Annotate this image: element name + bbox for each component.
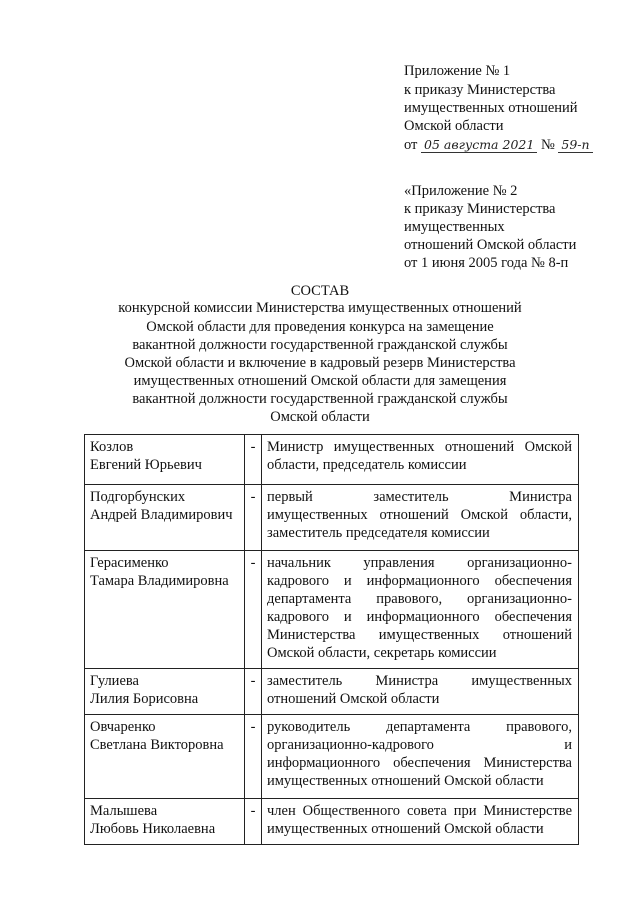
appendix-1-line: к приказу Министерства [404,82,556,98]
member-name: Козлов Евгений Юрьевич [85,435,245,485]
appendix-2-line: отношений Омской области [404,237,577,253]
member-role: первый заместитель Министра имущественных отношений Омской области, заместитель председателя комиссии [262,485,579,551]
member-name: Малышева Любовь Николаевна [85,799,245,845]
appendix-1-line: Омской области [404,118,504,134]
appendix-1-line: имущественных отношений [404,100,578,116]
commission-members-table [84,434,579,845]
table-row [85,669,579,715]
table-row [85,715,579,799]
appendix-1-date-line [404,136,593,154]
table-row [85,435,579,485]
member-role: член Общественного совета при Министерстве имущественных отношений Омской области [262,799,579,845]
member-name: Гулиева Лилия Борисовна [85,669,245,715]
table-row [85,551,579,669]
title-line: вакантной должности государственной гражданской службы [132,337,508,353]
handwritten-number: 59-п [558,137,592,153]
member-role: заместитель Министра имущественных отношений Омской области [262,669,579,715]
dash: - [245,485,262,551]
member-name: Герасименко Тамара Владимировна [85,551,245,669]
member-name: Подгорбунских Андрей Владимирович [85,485,245,551]
title-line: вакантной должности государственной гражданской службы [132,391,508,407]
title-line: Омской области для проведения конкурса на замещение [146,319,494,335]
appendix-2-line: «Приложение № 2 [404,183,518,199]
title-heading: СОСТАВ [290,283,350,299]
title-line: конкурсной комиссии Министерства имущественных отношений [118,300,522,316]
table-row [85,485,579,551]
member-role: начальник управления организационно- кадрового и информационного обеспечения департамента правового, организационно- кадрового и информационного обеспечения Министерства имущественных отношений Омской области, секретарь комиссии [262,551,579,669]
title-line: имущественных отношений Омской области для замещения [133,373,507,389]
appendix-2-line: от 1 июня 2005 года № 8-п [404,255,569,271]
appendix-1-line: Приложение № 1 [404,63,511,79]
member-role: руководитель департамента правового, организационно-кадрового и информационного обеспечения Министерства имущественных отношений Омской области [262,715,579,799]
table-row [85,799,579,845]
handwritten-date: 05 августа 2021 [421,137,537,153]
dash: - [245,799,262,845]
from-label: от [404,137,418,153]
number-label: № [540,137,555,153]
member-role: Министр имущественных отношений Омской области, председатель комиссии [262,435,579,485]
title-line: Омской области и включение в кадровый резерв Министерства [124,355,516,371]
dash: - [245,551,262,669]
title-line: Омской области [270,409,370,425]
appendix-2-line: имущественных [404,219,505,235]
appendix-2-line: к приказу Министерства [404,201,556,217]
dash: - [245,715,262,799]
member-name: Овчаренко Светлана Викторовна [85,715,245,799]
dash: - [245,435,262,485]
dash: - [245,669,262,715]
